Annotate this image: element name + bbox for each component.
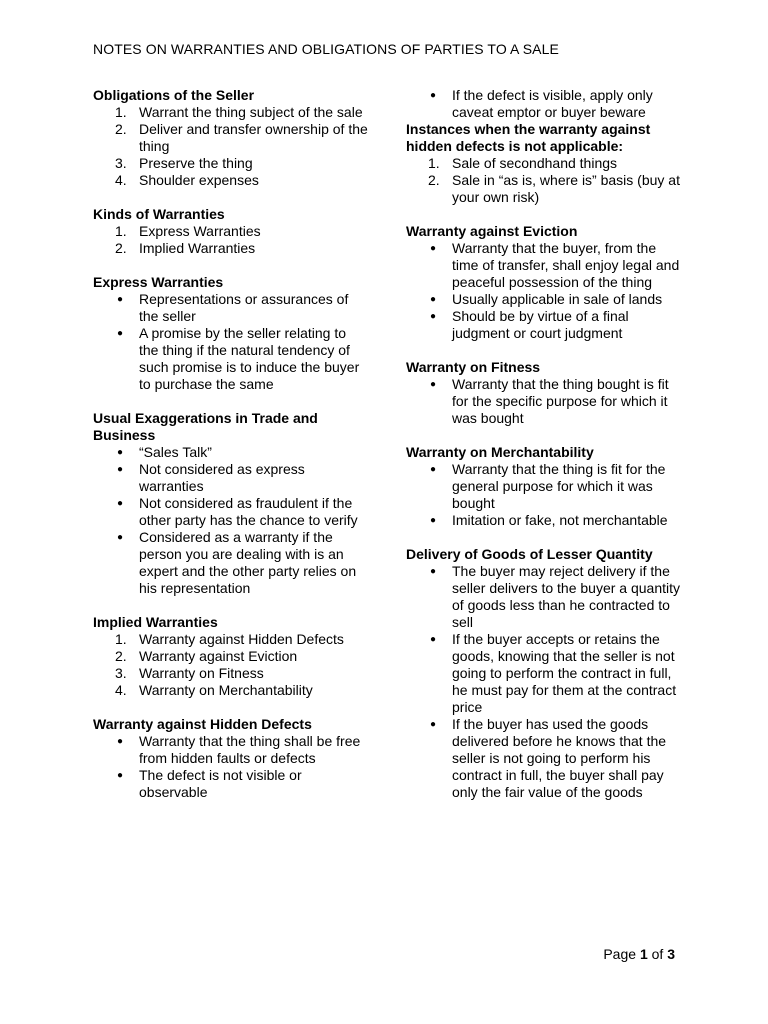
list-item-text: Representations or assurances of the seller (139, 291, 349, 324)
list-item-text: Implied Warranties (139, 240, 256, 256)
list-item-text: Considered as a warranty if the person you are dealing with is an expert and the other party relies on his representation (139, 529, 357, 596)
bullet-icon: ● (430, 311, 437, 322)
implied-list (93, 631, 368, 699)
heading-eviction: Warranty against Eviction (406, 223, 578, 239)
section-exaggerations (93, 410, 368, 597)
page-label: Page (603, 946, 637, 962)
list-item-text: Warranty that the buyer, from the time of transfer, shall enjoy legal and peaceful possession of the thing (452, 240, 680, 290)
heading-fitness: Warranty on Fitness (406, 359, 541, 375)
list-number: 3. (115, 155, 127, 171)
list-number: 2. (428, 172, 440, 188)
list-item (93, 240, 368, 257)
bullet-icon: ● (430, 464, 437, 475)
bullet-icon: ● (430, 90, 437, 101)
bullet-icon: ● (117, 532, 124, 543)
list-item (406, 631, 681, 716)
heading-exaggerations: Usual Exaggerations in Trade and Business (93, 410, 318, 443)
bullet-icon: ● (117, 447, 124, 458)
list-item (93, 444, 368, 461)
list-item-text: Not considered as express warranties (139, 461, 305, 494)
list-item-text: Not considered as fraudulent if the other party has the chance to verify (139, 495, 358, 528)
bullet-icon: ● (430, 634, 437, 645)
bullet-icon: ● (117, 328, 124, 339)
list-item-text: The buyer may reject delivery if the seller delivers to the buyer a quantity of goods less than he contracted to sell (452, 563, 681, 630)
list-item (93, 172, 368, 189)
list-item-text: Warranty against Eviction (139, 648, 298, 664)
list-item (93, 155, 368, 172)
list-item-text: Should be by virtue of a final judgment or court judgment (452, 308, 629, 341)
bullet-icon: ● (117, 770, 124, 781)
list-item (93, 104, 368, 121)
section-eviction (406, 223, 681, 342)
list-item (406, 87, 681, 121)
section-fitness (406, 359, 681, 427)
section-lesser-quantity (406, 546, 681, 801)
list-item (93, 733, 368, 767)
right-column (406, 87, 681, 818)
list-item (93, 291, 368, 325)
section-obligations (93, 87, 368, 189)
left-column (93, 87, 368, 818)
list-item (93, 631, 368, 648)
list-item-text: A promise by the seller relating to the thing if the natural tendency of such promise is to induce the buyer to purchase the same (139, 325, 360, 392)
list-item-text: Warranty on Fitness (139, 665, 264, 681)
section-hidden-defects (93, 716, 368, 801)
list-item (406, 155, 681, 172)
section-hidden-defects-continued (406, 87, 681, 121)
bullet-icon: ● (117, 736, 124, 747)
list-item-text: Warranty on Merchantability (139, 682, 313, 698)
list-number: 1. (115, 223, 127, 239)
list-item-text: If the defect is visible, apply only caveat emptor or buyer beware (452, 87, 653, 120)
list-item (93, 682, 368, 699)
list-number: 2. (115, 648, 127, 664)
list-item-text: Deliver and transfer ownership of the thing (139, 121, 368, 154)
list-number: 1. (428, 155, 440, 171)
kinds-list (93, 223, 368, 257)
fitness-list (406, 376, 681, 427)
section-merchantability (406, 444, 681, 529)
list-item (406, 291, 681, 308)
section-implied (93, 614, 368, 699)
list-item-text: Sale of secondhand things (452, 155, 618, 171)
heading-hidden-defects: Warranty against Hidden Defects (93, 716, 312, 732)
eviction-list (406, 240, 681, 342)
express-list (93, 291, 368, 393)
hidden-defects-continued-list (406, 87, 681, 121)
heading-kinds: Kinds of Warranties (93, 206, 225, 222)
list-item (93, 121, 368, 155)
list-number: 1. (115, 104, 127, 120)
bullet-icon: ● (117, 464, 124, 475)
list-number: 4. (115, 172, 127, 188)
list-item (93, 461, 368, 495)
bullet-icon: ● (430, 379, 437, 390)
list-item-text: Warranty against Hidden Defects (139, 631, 344, 647)
list-item (93, 325, 368, 393)
merchantability-list (406, 461, 681, 529)
list-item (406, 563, 681, 631)
list-item (406, 376, 681, 427)
instances-list (406, 155, 681, 206)
obligations-list (93, 104, 368, 189)
heading-implied: Implied Warranties (93, 614, 218, 630)
bullet-icon: ● (117, 294, 124, 305)
list-number: 3. (115, 665, 127, 681)
list-number: 2. (115, 121, 127, 137)
list-item-text: Express Warranties (139, 223, 261, 239)
list-item-text: The defect is not visible or observable (139, 767, 302, 800)
page-of-label: of (651, 946, 664, 962)
page-total: 3 (667, 946, 675, 962)
list-item-text: “Sales Talk” (139, 444, 212, 460)
list-item (406, 716, 681, 801)
page-header: NOTES ON WARRANTIES AND OBLIGATIONS OF PARTIES TO A SALE (93, 41, 559, 57)
list-item-text: Warrant the thing subject of the sale (139, 104, 363, 120)
list-item (93, 767, 368, 801)
exaggerations-list (93, 444, 368, 597)
bullet-icon: ● (430, 294, 437, 305)
list-item-text: Usually applicable in sale of lands (452, 291, 663, 307)
list-item (406, 240, 681, 291)
list-item-text: Warranty that the thing shall be free from hidden faults or defects (139, 733, 361, 766)
bullet-icon: ● (430, 243, 437, 254)
lesser-quantity-list (406, 563, 681, 801)
list-item-text: Warranty that the thing bought is fit for the specific purpose for which it was bought (452, 376, 669, 426)
list-number: 2. (115, 240, 127, 256)
section-kinds (93, 206, 368, 257)
list-item-text: If the buyer has used the goods delivered before he knows that the seller is not going to perform his contract in full, the buyer shall pay only the fair value of the goods (452, 716, 667, 800)
list-item (406, 461, 681, 512)
bullet-icon: ● (430, 566, 437, 577)
heading-lesser-quantity: Delivery of Goods of Lesser Quantity (406, 546, 653, 562)
list-item-text: Shoulder expenses (139, 172, 259, 188)
list-number: 1. (115, 631, 127, 647)
list-item-text: Sale in “as is, where is” basis (buy at your own risk) (452, 172, 680, 205)
list-item-text: Preserve the thing (139, 155, 253, 171)
list-item-text: If the buyer accepts or retains the goods, knowing that the seller is not going to perform the contract in full, he must pay for them at the contract price (452, 631, 677, 715)
list-item (93, 495, 368, 529)
bullet-icon: ● (430, 719, 437, 730)
list-item (406, 512, 681, 529)
list-item (93, 529, 368, 597)
section-instances (406, 121, 681, 206)
list-item (93, 223, 368, 240)
list-item-text: Warranty that the thing is fit for the general purpose for which it was bought (452, 461, 666, 511)
bullet-icon: ● (430, 515, 437, 526)
list-item (406, 308, 681, 342)
hidden-defects-list (93, 733, 368, 801)
section-express (93, 274, 368, 393)
list-item (406, 172, 681, 206)
list-item (93, 648, 368, 665)
heading-express: Express Warranties (93, 274, 224, 290)
list-item (93, 665, 368, 682)
list-item-text: Imitation or fake, not merchantable (452, 512, 668, 528)
heading-obligations: Obligations of the Seller (93, 87, 255, 103)
page-current: 1 (639, 946, 648, 962)
bullet-icon: ● (117, 498, 124, 509)
heading-instances: Instances when the warranty against hidden defects is not applicable: (406, 121, 651, 154)
heading-merchantability: Warranty on Merchantability (406, 444, 594, 460)
page-footer (603, 946, 675, 963)
list-number: 4. (115, 682, 127, 698)
